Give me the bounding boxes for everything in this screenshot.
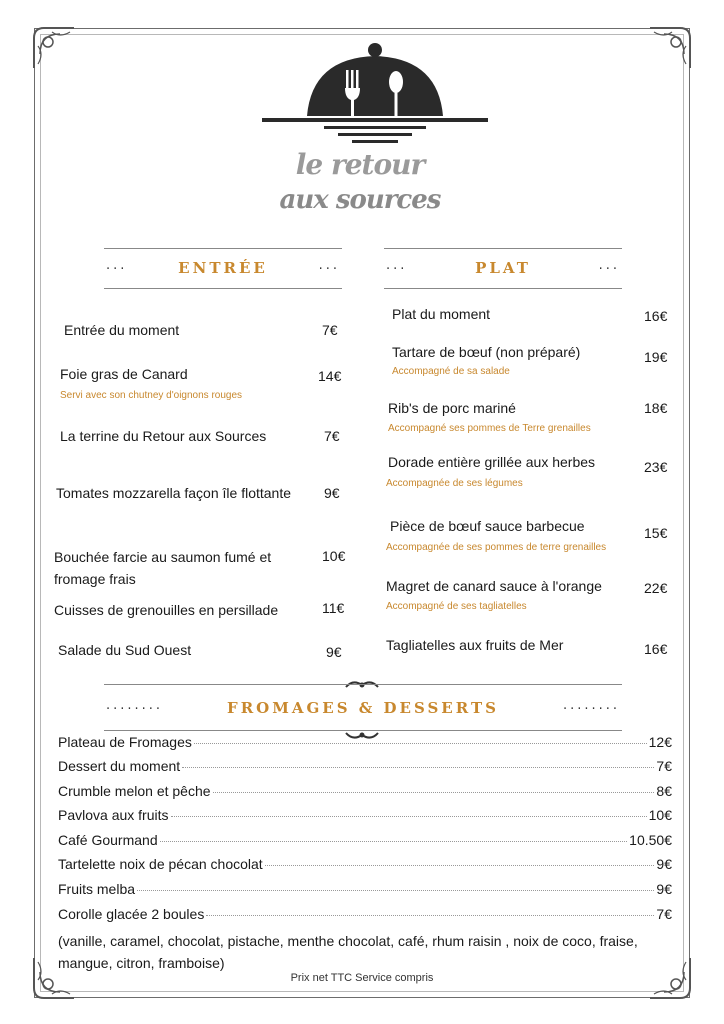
dessert-name: Dessert du moment [58, 758, 181, 774]
dessert-row [58, 783, 672, 805]
dots-right: ... [318, 258, 340, 273]
dessert-name: Fruits melba [58, 881, 136, 897]
dessert-price: 9€ [656, 881, 672, 897]
divider [104, 684, 622, 685]
dessert-row [58, 734, 672, 756]
dessert-price: 12€ [648, 734, 672, 750]
plat-item-name: Tartare de bœuf (non préparé) [392, 344, 581, 360]
leader-dots [265, 865, 655, 866]
entree-item-name: Tomates mozzarella façon île flottante [56, 485, 292, 501]
plat-item-name: Rib's de porc mariné [388, 400, 516, 416]
plat-item-price: 16€ [644, 308, 668, 324]
dessert-row [58, 758, 672, 780]
leader-dots [206, 915, 654, 916]
entree-item-price: 7€ [324, 428, 340, 444]
entree-item-price: 14€ [318, 368, 342, 384]
dessert-price: 7€ [656, 758, 672, 774]
dessert-row [58, 856, 672, 878]
dessert-price: 7€ [656, 906, 672, 922]
plat-item-price: 19€ [644, 349, 668, 365]
entree-item-name: Cuisses de grenouilles en persillade [54, 602, 279, 618]
plat-item-price: 22€ [644, 580, 668, 596]
dessert-row [58, 881, 672, 903]
dessert-name: Crumble melon et pêche [58, 783, 211, 799]
dessert-name: Café Gourmand [58, 832, 158, 848]
plat-item-price: 18€ [644, 400, 668, 416]
dessert-row [58, 807, 672, 829]
divider [384, 288, 622, 289]
leader-dots [194, 743, 647, 744]
entree-item-price: 9€ [326, 644, 342, 660]
footer-note: Prix net TTC Service compris [290, 972, 434, 984]
dots-left: ... [106, 258, 128, 273]
leader-dots [182, 767, 654, 768]
leader-dots [160, 841, 628, 842]
dessert-row [58, 906, 672, 928]
plat-item-name: Tagliatelles aux fruits de Mer [386, 637, 564, 653]
plat-item-name: Pièce de bœuf sauce barbecue [390, 518, 585, 534]
dessert-price: 9€ [656, 856, 672, 872]
plat-item-price: 16€ [644, 641, 668, 657]
brand-name-line1: le retour [295, 148, 425, 181]
corner-ornament-top-right [646, 24, 694, 72]
plat-item-price: 23€ [644, 459, 668, 475]
entree-item-desc: Servi avec son chutney d'oignons rouges [60, 390, 243, 401]
divider [104, 248, 342, 249]
plat-item-name: Dorade entière grillée aux herbes [388, 454, 596, 470]
entree-item-price: 10€ [322, 548, 346, 564]
entree-item-price: 9€ [324, 485, 340, 501]
section-title: FROMAGES & DESSERTS [227, 699, 499, 717]
brand-name-line2: aux sources [279, 185, 441, 215]
dessert-price: 10.50€ [629, 832, 672, 848]
dessert-name: Corolle glacée 2 boules [58, 906, 205, 922]
entree-item-name: Salade du Sud Ouest [58, 642, 192, 658]
leader-dots [213, 792, 655, 793]
section-title: PLAT [475, 259, 531, 277]
plat-item-name: Magret de canard sauce à l'orange [386, 578, 602, 594]
corner-ornament-top-left [30, 24, 78, 72]
dots-left: ... [386, 258, 408, 273]
entree-item-name: La terrine du Retour aux Sources [60, 428, 267, 444]
leader-dots [137, 890, 654, 891]
plat-item-price: 15€ [644, 525, 668, 541]
entree-item-name: Foie gras de Canard [60, 366, 188, 382]
section-header-plat [384, 248, 622, 292]
dots-right: ........ [562, 698, 620, 713]
dessert-price: 10€ [648, 807, 672, 823]
plat-item-desc: Accompagné ses pommes de Terre grenailles [388, 423, 591, 434]
plat-item-name: Plat du moment [392, 306, 491, 322]
divider [384, 248, 622, 249]
entree-item-price: 11€ [322, 600, 345, 616]
dessert-name: Plateau de Fromages [58, 734, 192, 750]
dessert-name: Pavlova aux fruits [58, 807, 169, 823]
divider [104, 288, 342, 289]
cloche-logo-icon [262, 42, 488, 146]
plat-item-desc: Accompagnée de ses pommes de terre grenailles [386, 542, 607, 553]
section-header-desserts [104, 684, 622, 728]
entree-item-name: Entrée du moment [64, 322, 180, 338]
plat-item-desc: Accompagné de sa salade [392, 366, 510, 377]
dessert-row [58, 832, 672, 854]
plat-item-desc: Accompagné de ses tagliatelles [386, 601, 527, 612]
dessert-name: Tartelette noix de pécan chocolat [58, 856, 263, 872]
section-header-entree [104, 248, 342, 292]
dots-left: ........ [106, 698, 164, 713]
dots-right: ... [598, 258, 620, 273]
plat-item-desc: Accompagnée de ses légumes [386, 478, 523, 489]
ice-cream-flavors-note: (vanille, caramel, chocolat, pistache, menthe chocolat, café, rhum raisin , noix de coco, fraise, mangue, citron, framboise) [58, 933, 638, 971]
section-title: ENTRÉE [178, 259, 268, 277]
leader-dots [171, 816, 647, 817]
dessert-price: 8€ [656, 783, 672, 799]
entree-item-name: Bouchée farcie au saumon fumé et fromage frais [54, 549, 272, 587]
entree-item-price: 7€ [322, 322, 338, 338]
